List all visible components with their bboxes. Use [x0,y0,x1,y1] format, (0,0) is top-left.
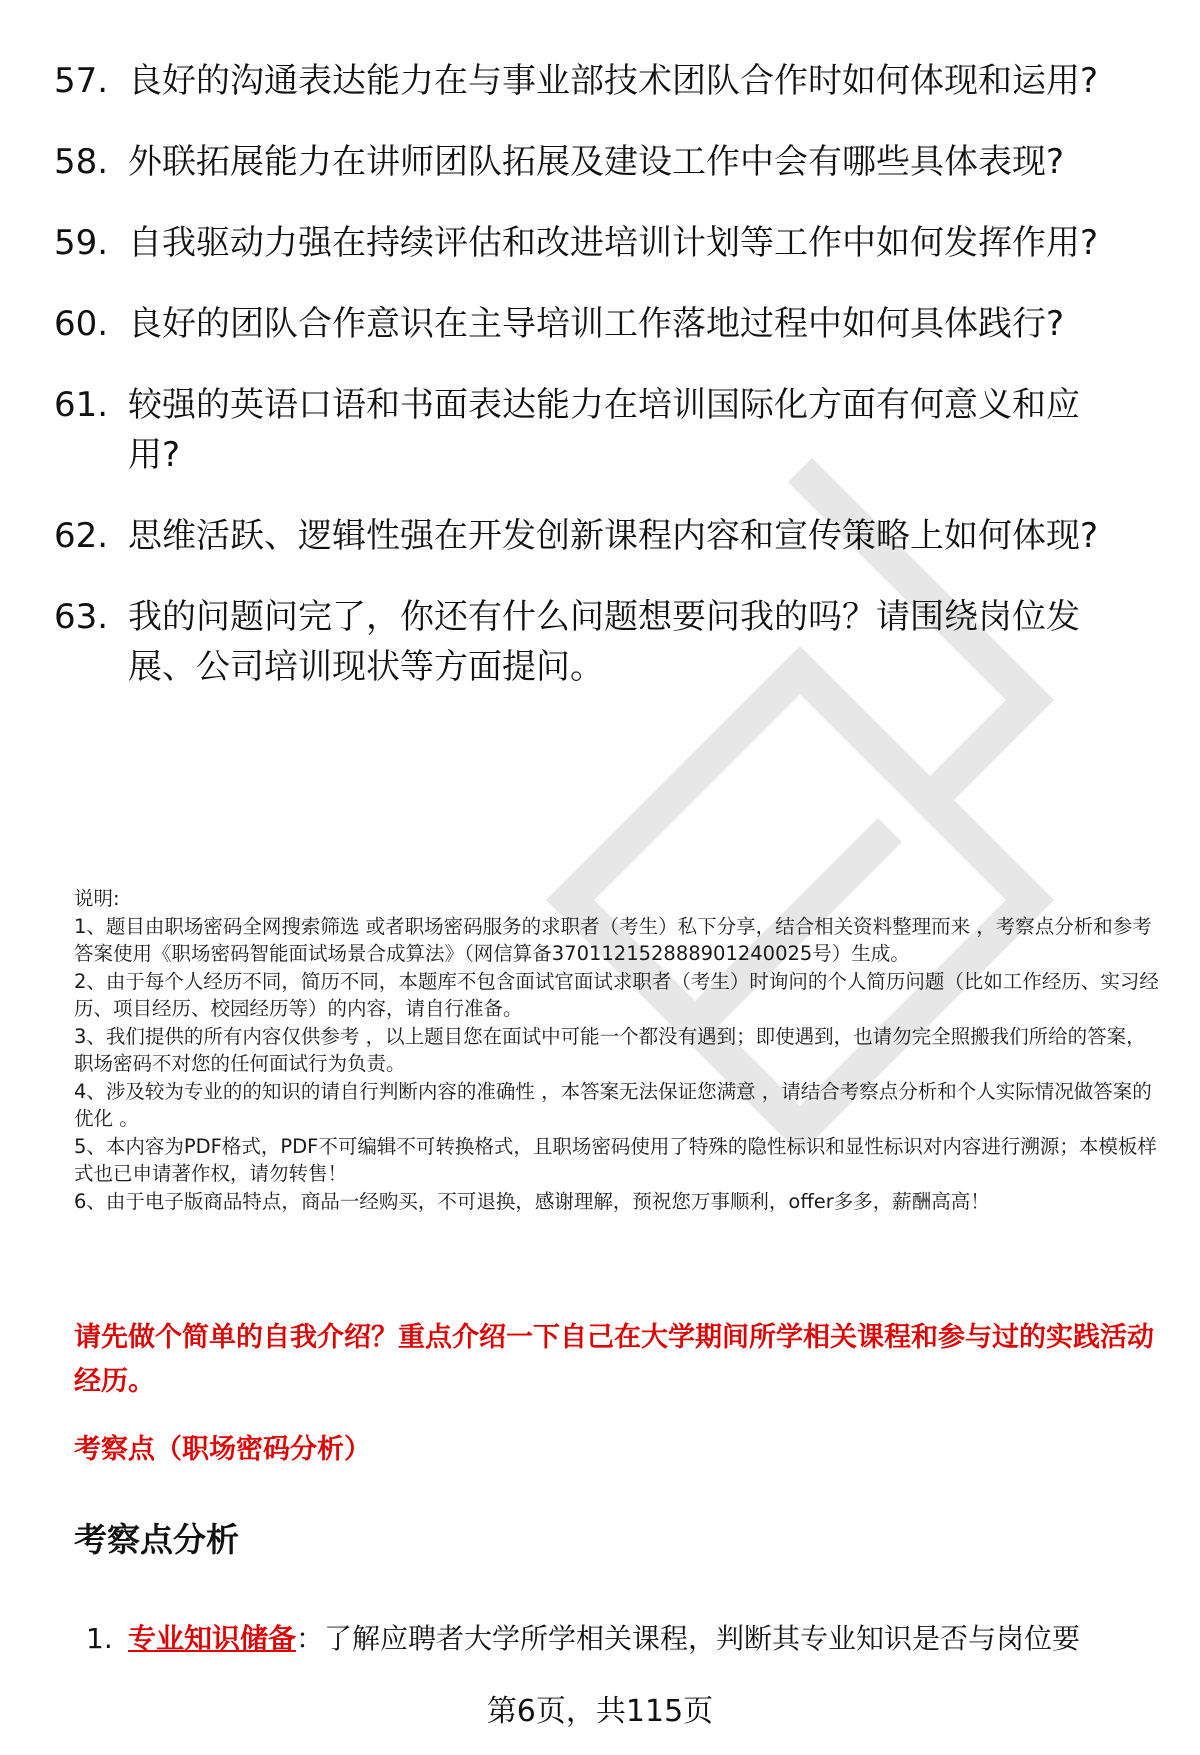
question-number: 63. [54,597,109,637]
analysis-key-term: 专业知识储备 [128,1622,297,1655]
question-number: 57. [54,61,109,101]
note-item: 6、由于电子版商品特点，商品一经购买，不可退换，感谢理解，预祝您万事顺利，offer多多，薪酬高高！ [74,1189,990,1213]
analysis-number: 1. [86,1622,113,1655]
featured-question: 请先做个简单的自我介绍？重点介绍一下自己在大学期间所学相关课程和参与过的实践活动经历。 [74,1322,1154,1397]
question-text: 自我驱动力强在持续评估和改进培训计划等工作中如何发挥作用? [128,223,1099,263]
question-number: 62. [54,516,109,556]
analysis-heading: 考察点分析 [74,1520,239,1559]
question-text: 良好的团队合作意识在主导培训工作落地过程中如何具体践行? [128,304,1065,344]
analysis-text: ：了解应聘者大学所学相关课程，判断其专业知识是否与岗位要 [296,1622,1081,1655]
analysis-item [86,1617,1186,1661]
note-item: 4、涉及较为专业的的知识的请自行判断内容的准确性 ，本答案无法保证您满意 ，请结合考察点分析和个人实际情况做答案的优化 。 [74,1079,1152,1130]
question-item [54,56,1154,106]
notes-title: 说明: [74,887,120,910]
question-text: 良好的沟通表达能力在与事业部技术团队合作时如何体现和运用? [128,61,1099,101]
note-item: 3、我们提供的所有内容仅供参考 ，以上题目您在面试中可能一个都没有遇到；即使遇到，也请勿完全照搬我们所给的答案，职场密码不对您的任何面试行为负责。 [74,1024,1146,1075]
note-item: 5、本内容为PDF格式，PDF不可编辑不可转换格式，且职场密码使用了特殊的隐性标识和显性标识对内容进行溯源；本模板样式也已申请著作权，请勿转售！ [74,1134,1157,1185]
question-item [54,218,1154,268]
exam-point-heading: 考察点（职场密码分析） [74,1434,371,1465]
question-text: 较强的英语口语和书面表达能力在培训国际化方面有何意义和应用? [128,385,1080,475]
question-item [54,299,1154,349]
question-item [54,380,1154,480]
note-item: 1、题目由职场密码全网搜索筛选 或者职场密码服务的求职者（考生）私下分享，结合相关资料整理而来 ，考察点分析和参考答案使用《职场密码智能面试场景合成算法》（网信算备370112152888901240025号）生成。 [74,914,1152,965]
question-text: 外联拓展能力在讲师团队拓展及建设工作中会有哪些具体表现? [128,142,1065,182]
analysis-content [128,1617,1080,1661]
question-list [54,56,1154,723]
question-item [54,592,1154,692]
question-number: 61. [54,385,109,425]
notes-section [74,885,1164,1215]
question-text: 思维活跃、逻辑性强在开发创新课程内容和宣传策略上如何体现? [128,516,1099,556]
question-item [54,511,1154,561]
page-footer: 第6页，共115页 [486,1694,714,1729]
question-number: 59. [54,223,109,263]
question-number: 60. [54,304,109,344]
question-number: 58. [54,142,109,182]
question-text: 我的问题问完了，你还有什么问题想要问我的吗？请围绕岗位发展、公司培训现状等方面提问。 [128,597,1080,687]
question-item [54,137,1154,187]
note-item: 2、由于每个人经历不同，简历不同，本题库不包含面试官面试求职者（考生）时询问的个人简历问题（比如工作经历、实习经历、项目经历、校园经历等）的内容，请自行准备。 [74,969,1159,1020]
